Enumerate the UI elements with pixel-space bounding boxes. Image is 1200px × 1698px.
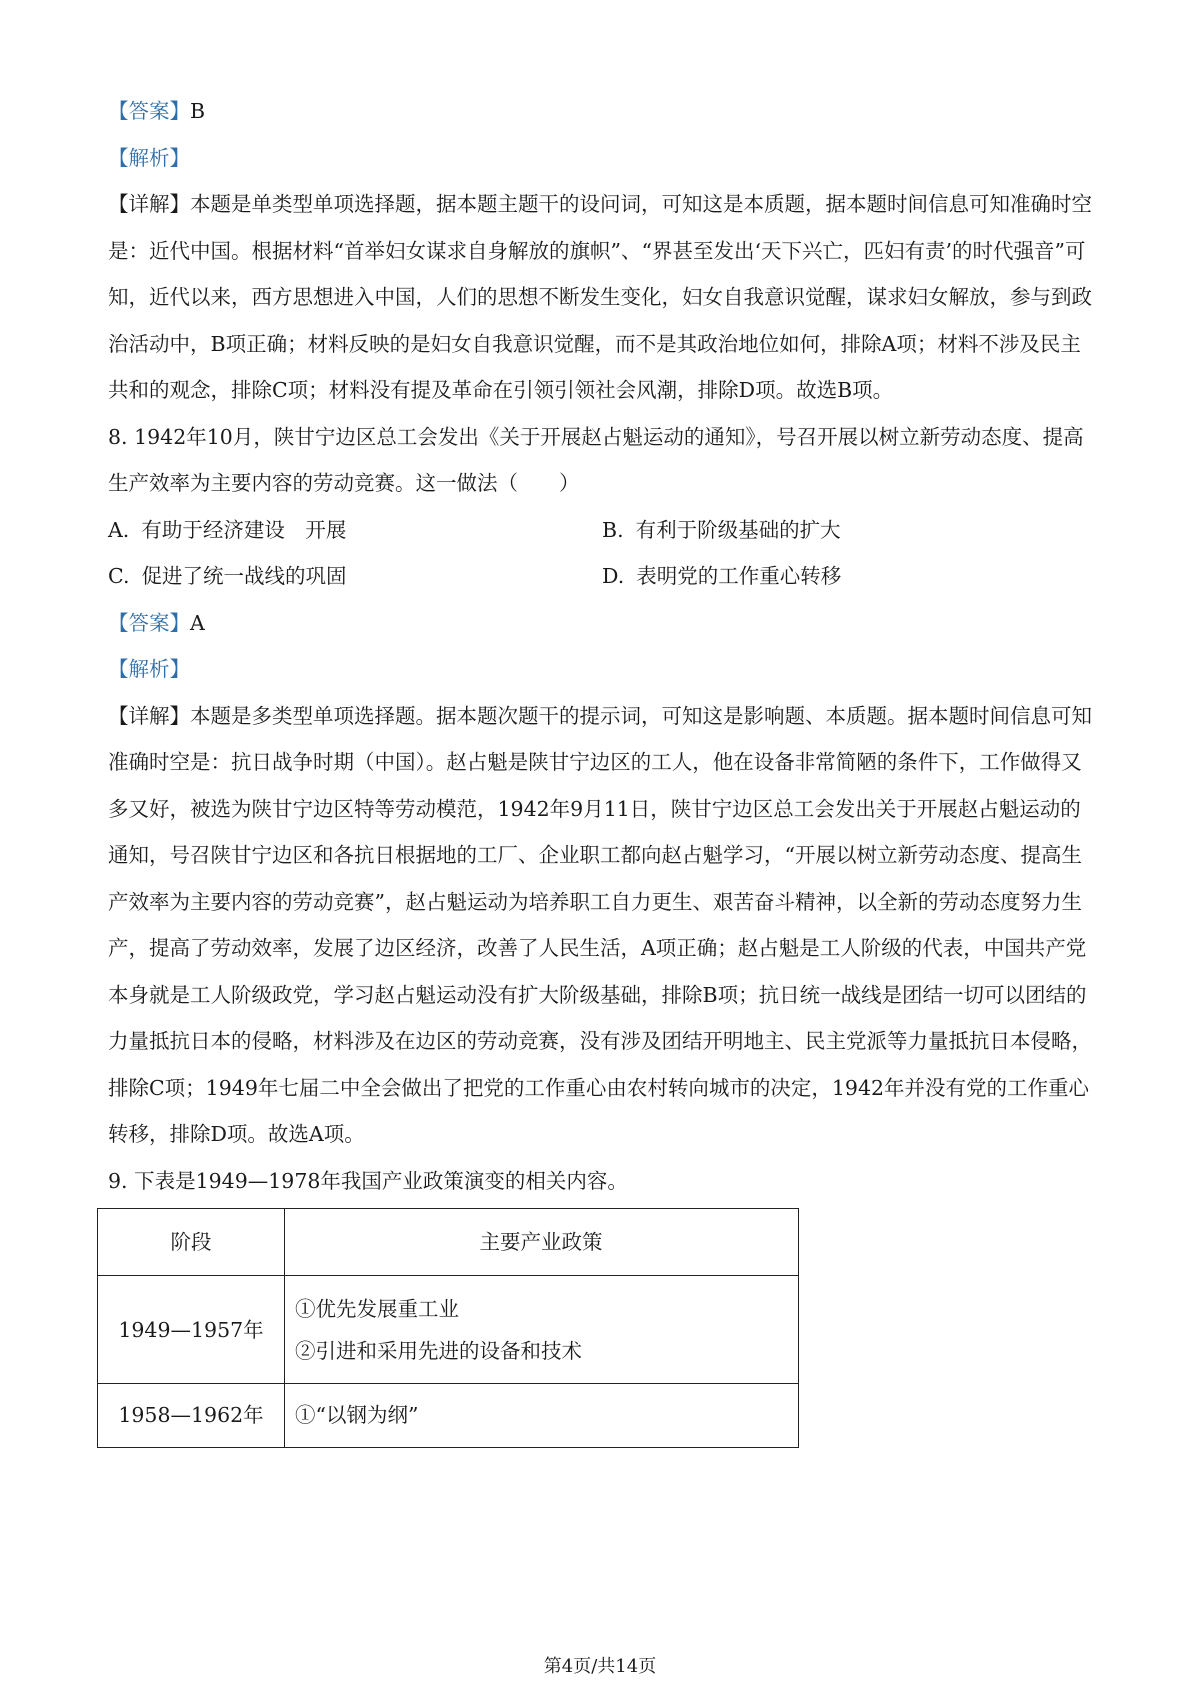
q7-detail-label: 【详解】 [108,192,190,216]
option-text: 促进了统一战线的巩固 [141,564,347,588]
table-header-policy: 主要产业政策 [285,1209,799,1276]
option-text: 有助于经济建设 开展 [141,517,347,542]
page-footer: 第4页/共14页 [543,1656,657,1677]
q8-answer [108,600,1098,647]
q9-stem: 9. 下表是1949—1978年我国产业政策演变的相关内容。 [108,1168,628,1193]
option-letter: C. [108,564,130,588]
q8-detail-label: 【详解】 [108,703,190,728]
q7-detail [108,181,1098,414]
q7-answer-value: B [190,99,206,123]
q7-analysis-label: 【解析】 [108,145,190,170]
policy-table [97,1208,799,1448]
q7-answer-label: 【答案】 [108,99,190,123]
table-row [98,1276,799,1384]
q7-answer [108,88,1098,135]
q8-option-d [602,553,1096,600]
q8-detail [108,693,1098,1158]
q8-option-a [108,507,602,554]
q8-options-row-1 [108,507,1098,554]
table-cell-policies [285,1276,799,1384]
q8-answer-label: 【答案】 [108,610,190,635]
q8-analysis-label: 【解析】 [108,657,190,681]
table-cell-period: 1958—1962年 [98,1384,285,1448]
q8-option-b [602,507,1096,554]
table-cell-period: 1949—1957年 [98,1276,285,1384]
option-text: 表明党的工作重心转移 [636,564,842,588]
q8-answer-value: A [190,610,205,635]
q8-stem: 8. 1942年10月，陕甘宁边区总工会发出《关于开展赵占魁运动的通知》，号召开展以树立新劳动态度、提高生产效率为主要内容的劳动竞赛。这一做法（ ） [108,424,1084,495]
table-cell-policies [285,1384,799,1448]
q7-detail-text: 本题是单类型单项选择题，据本题主题干的设问词，可知这是本质题，据本题时间信息可知准确时空是：近代中国。根据材料“首举妇女谋求自身解放的旗帜”、“界甚至发出‘天下兴亡，匹妇有责’的时代强音”可知，近代以来，西方思想进入中国，人们的思想不断发生变化，妇女自我意识觉醒，谋求妇女解放，参与到政治活动中，B项正确；材料反映的是妇女自我意识觉醒，而不是其政治地位如何，排除A项；材料不涉及民主共和的观念，排除C项；材料没有提及革命在引领引领社会风潮，排除D项。故选B项。 [108,192,1092,402]
option-letter: A. [108,517,130,542]
policy-item: ①“以钢为纲” [295,1403,419,1428]
table-header-period: 阶段 [98,1209,285,1276]
table-header-row [98,1209,799,1276]
policy-item: ①优先发展重工业 [295,1296,459,1321]
q8-option-c [108,553,602,600]
q8-options-row-2 [108,553,1098,600]
option-text: 有利于阶级基础的扩大 [635,517,841,542]
policy-item: ②引进和采用先进的设备和技术 [295,1338,582,1363]
option-letter: B. [602,517,624,542]
page-content [108,88,1098,1448]
option-letter: D. [602,564,625,588]
table-row [98,1384,799,1448]
q8-detail-text: 本题是多类型单项选择题。据本题次题干的提示词，可知这是影响题、本质题。据本题时间信息可知准确时空是：抗日战争时期（中国）。赵占魁是陕甘宁边区的工人，他在设备非常简陋的条件下，工作做得又多又好，被选为陕甘宁边区特等劳动模范，1942年9月11日，陕甘宁边区总工会发出关于开展赵占魁运动的通知，号召陕甘宁边区和各抗日根据地的工厂、企业职工都向赵占魁学习，“开展以树立新劳动态度、提高生产效率为主要内容的劳动竞赛”，赵占魁运动为培养职工自力更生、艰苦奋斗精神，以全新的劳动态度努力生产，提高了劳动效率，发展了边区经济，改善了人民生活，A项正确；赵占魁是工人阶级的代表，中国共产党本身就是工人阶级政党，学习赵占魁运动没有扩大阶级基础，排除B项；抗日统一战线是团结一切可以团结的力量抵抗日本的侵略，材料涉及在边区的劳动竞赛，没有涉及团结开明地主、民主党派等力量抵抗日本侵略，排除C项；1949年七届二中全会做出了把党的工作重心由农村转向城市的决定，1942年并没有党的工作重心转移，排除D项。故选A项。 [108,703,1092,1146]
